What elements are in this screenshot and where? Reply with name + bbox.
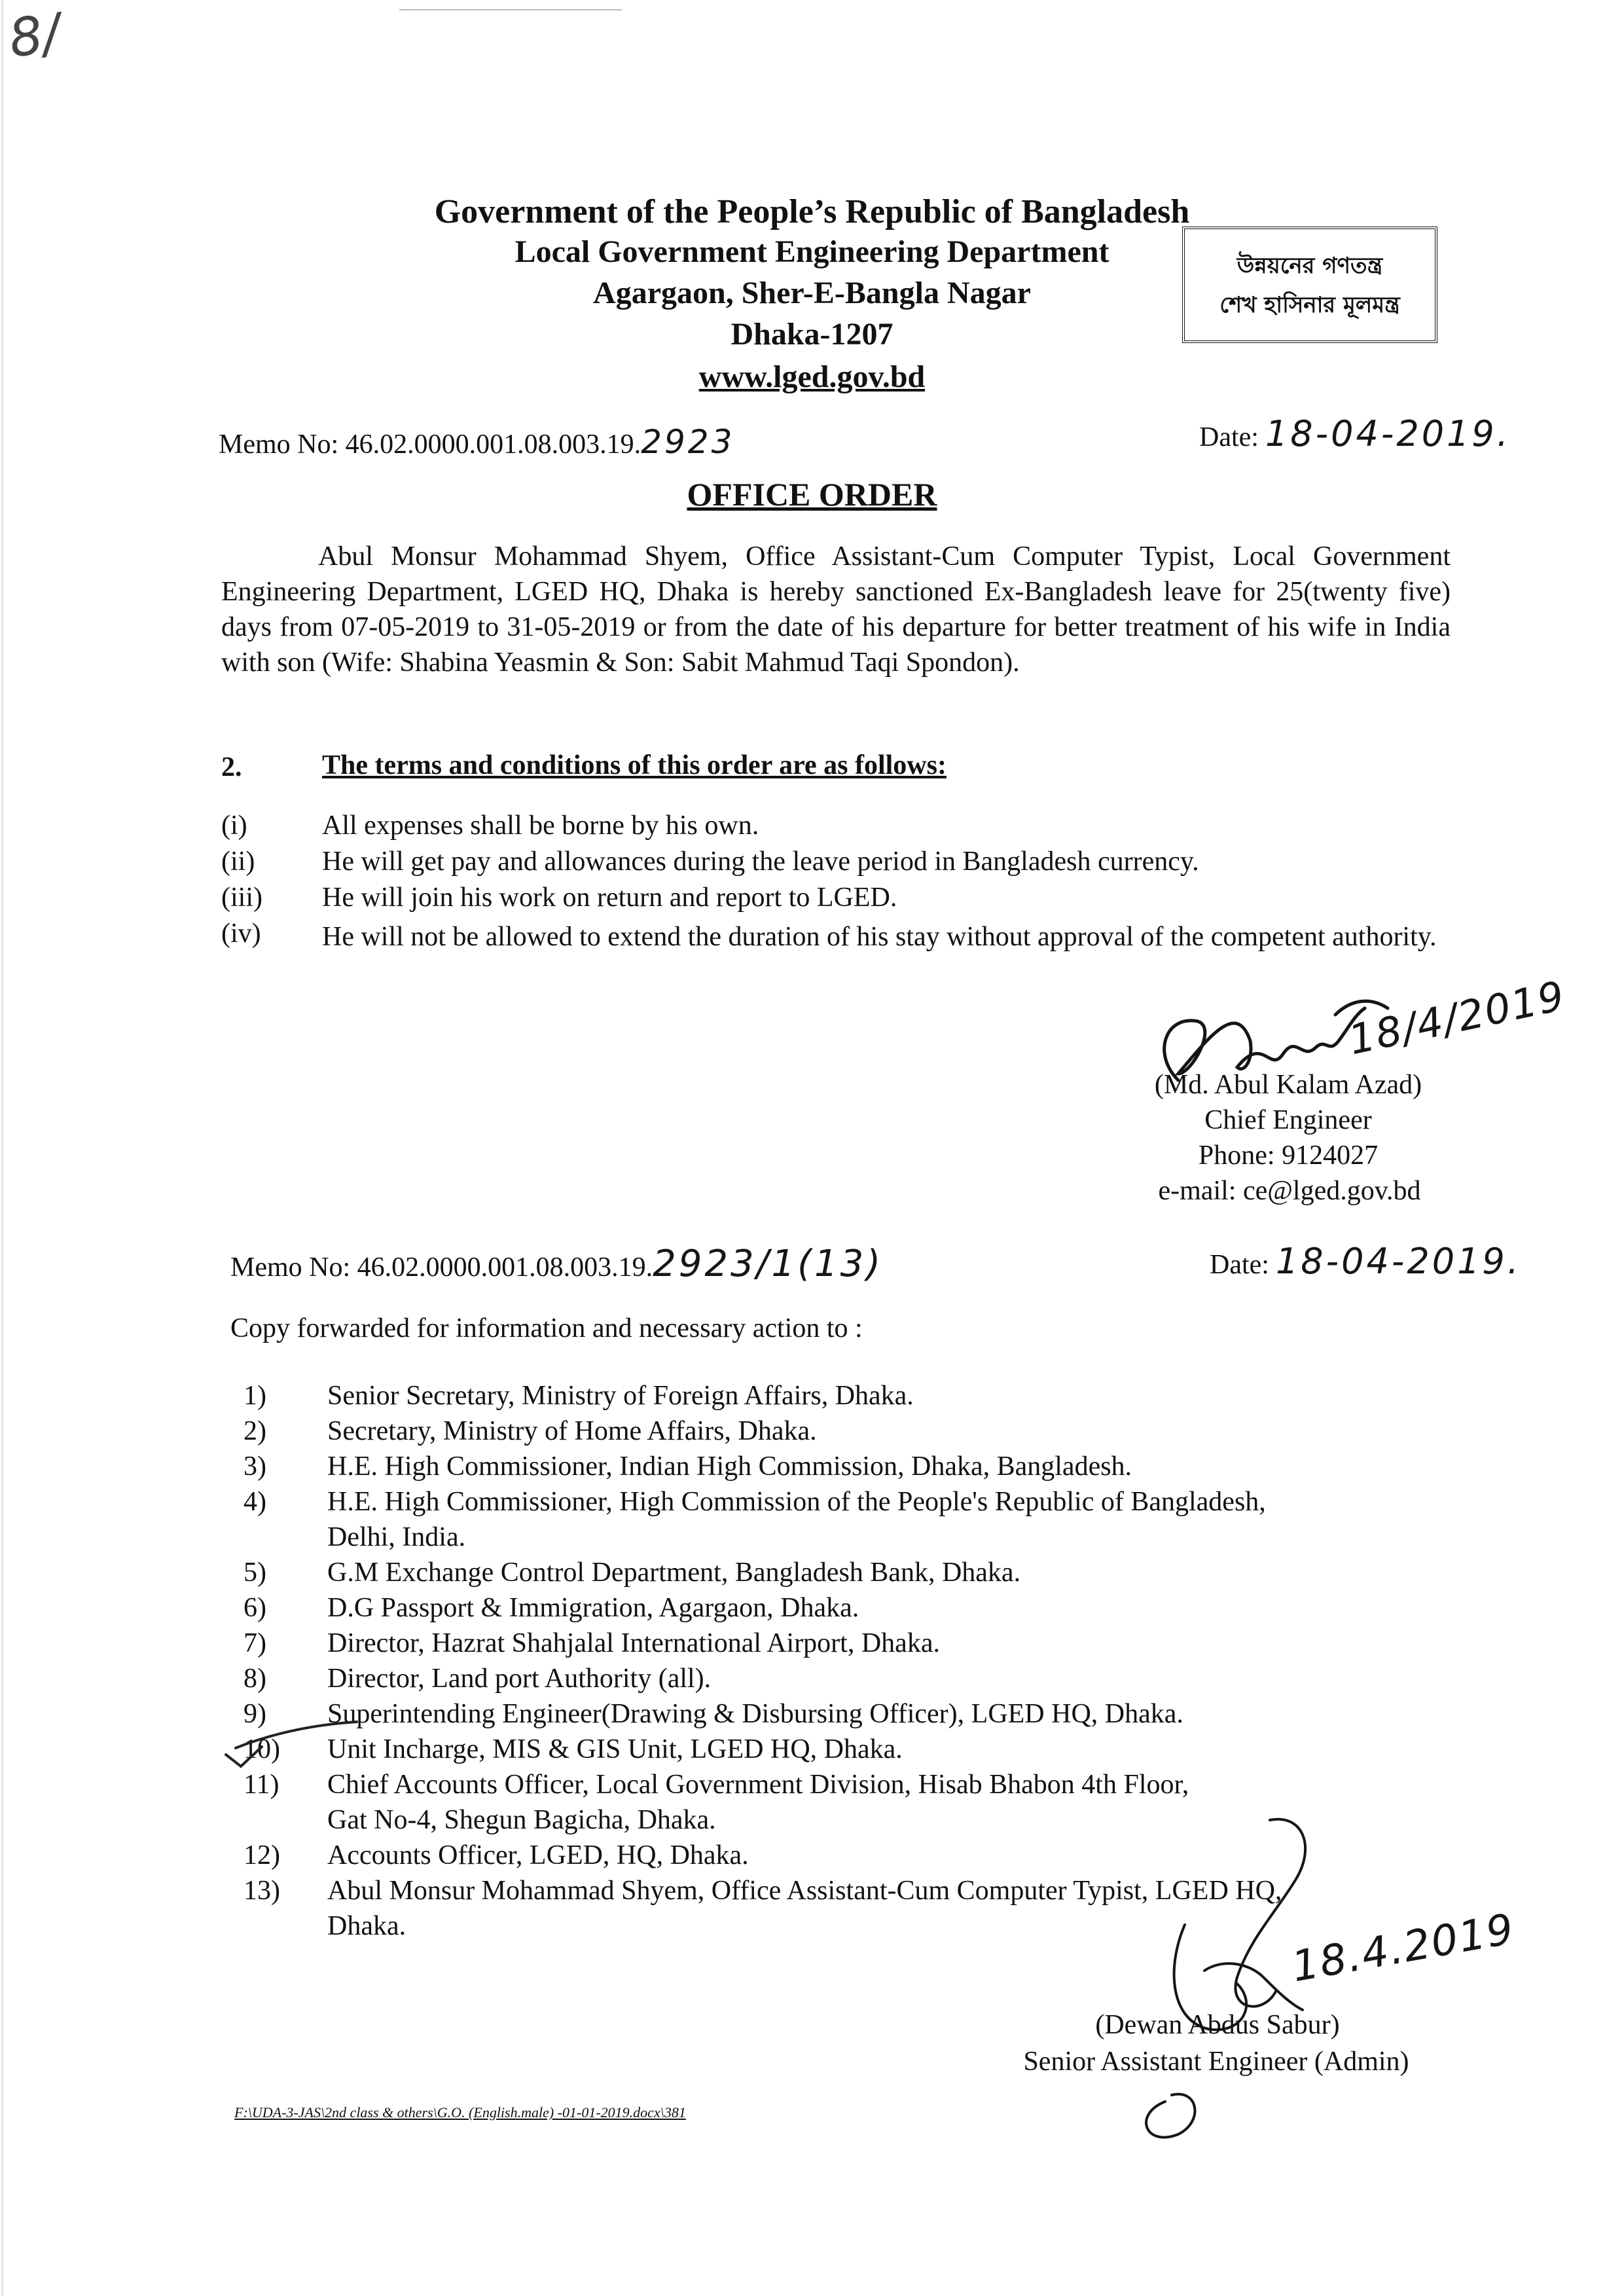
recipient-text: G.M Exchange Control Department, Bangladesh Bank, Dhaka. — [327, 1558, 1021, 1588]
recipient-text: H.E. High Commissioner, Indian High Commission, Dhaka, Bangladesh. — [327, 1451, 1132, 1482]
memo-1-number: 2923 — [641, 423, 735, 461]
recipient-text: Director, Land port Authority (all). — [327, 1664, 712, 1694]
recipient-text-cont: Delhi, India. — [327, 1522, 466, 1552]
header-department: Local Government Engineering Department — [514, 234, 1110, 269]
memo-1 — [219, 424, 734, 462]
checkmark-icon — [216, 1696, 386, 1774]
recipient-number: 12) — [244, 1840, 280, 1870]
recipient-text-cont: Gat No-4, Shegun Bagicha, Dhaka. — [327, 1805, 716, 1835]
recipient-number: 13) — [244, 1876, 280, 1906]
signature-2-date: 18.4.2019 — [1288, 1904, 1519, 1992]
memo-1-date-label: Date: — [1199, 422, 1259, 452]
memo-2-prefix: Memo No: 46.02.0000.001.08.003.19. — [230, 1252, 653, 1283]
term-number: (iv) — [221, 919, 261, 949]
term-text: He will join his work on return and report to LGED. — [322, 883, 897, 913]
recipient-text: Superintending Engineer(Drawing & Disbursing Officer), LGED HQ, Dhaka. — [327, 1699, 1183, 1729]
terms-number: 2. — [221, 752, 242, 782]
recipient-number: 2) — [244, 1416, 266, 1446]
term-text: He will not be allowed to extend the duration of his stay without approval of the competent authority. — [322, 922, 1437, 952]
recipient-text: Director, Hazrat Shahjalal International Airport, Dhaka. — [327, 1628, 940, 1658]
term-number: (ii) — [221, 847, 255, 877]
slogan-line-2: শেখ হাসিনার মূলমন্ত্র — [1219, 292, 1400, 318]
recipient-text: Accounts Officer, LGED, HQ, Dhaka. — [327, 1840, 749, 1870]
memo-2-date-label: Date: — [1210, 1250, 1269, 1280]
recipient-number: 6) — [244, 1593, 266, 1623]
signature-1-date: 18/4/2019 — [1344, 971, 1570, 1065]
memo-2-date-value: 18-04-2019. — [1275, 1241, 1521, 1282]
term-text: All expenses shall be borne by his own. — [322, 811, 759, 841]
recipient-number: 8) — [244, 1664, 266, 1694]
signatory-1-email: e-mail: ce@lged.gov.bd — [1158, 1176, 1421, 1206]
term-number: (i) — [221, 811, 247, 841]
header-city: Dhaka-1207 — [731, 317, 893, 352]
signatory-1-designation: Chief Engineer — [1204, 1105, 1372, 1135]
scan-top-rule — [399, 9, 622, 10]
slogan-line-1: উন্নয়নের গণতন্ত্র — [1236, 253, 1383, 279]
recipient-text: D.G Passport & Immigration, Agargaon, Dhaka. — [327, 1593, 859, 1623]
signatory-2-name: (Dewan Abdus Sabur) — [1095, 2010, 1340, 2040]
slogan-box — [1182, 227, 1437, 343]
recipient-number: 3) — [244, 1451, 266, 1482]
memo-2-date — [1210, 1241, 1521, 1283]
header-address: Agargaon, Sher-E-Bangla Nagar — [593, 276, 1031, 310]
recipient-number: 9) — [244, 1699, 266, 1729]
copy-forwarded-intro: Copy forwarded for information and necessary action to : — [230, 1313, 863, 1343]
recipient-number: 7) — [244, 1628, 266, 1658]
memo-1-prefix: Memo No: 46.02.0000.001.08.003.19. — [219, 429, 641, 460]
header-website: www.lged.gov.bd — [698, 359, 926, 394]
memo-1-date-value: 18-04-2019. — [1265, 413, 1511, 454]
file-path-footer: F:\UDA-3-JAS\2nd class & others\G.O. (English.male) -01-01-2019.docx\381 — [234, 2104, 686, 2121]
recipient-text: Secretary, Ministry of Home Affairs, Dhaka. — [327, 1416, 817, 1446]
signatory-2-designation: Senior Assistant Engineer (Admin) — [1023, 2047, 1409, 2077]
memo-2-number: 2923/1(13) — [653, 1243, 884, 1285]
recipient-number: 11) — [244, 1770, 280, 1800]
term-number: (iii) — [221, 883, 262, 913]
recipient-text: H.E. High Commissioner, High Commission of the People's Republic of Bangladesh, — [327, 1487, 1266, 1517]
recipient-text: Unit Incharge, MIS & GIS Unit, LGED HQ, Dhaka. — [327, 1734, 903, 1764]
header-government: Government of the People’s Republic of Bangladesh — [434, 193, 1190, 230]
signatory-1-phone: Phone: 9124027 — [1198, 1140, 1379, 1171]
terms-heading: The terms and conditions of this order are as follows: — [322, 750, 947, 780]
recipient-number: 10) — [244, 1734, 280, 1764]
memo-2 — [230, 1243, 884, 1285]
recipient-number: 4) — [244, 1487, 266, 1517]
recipient-text-cont: Dhaka. — [327, 1911, 406, 1941]
memo-1-date — [1199, 413, 1511, 455]
office-order-title: OFFICE ORDER — [687, 476, 937, 513]
recipient-number: 5) — [244, 1558, 266, 1588]
recipient-number: 1) — [244, 1381, 266, 1411]
recipient-text: Senior Secretary, Ministry of Foreign Affairs, Dhaka. — [327, 1381, 914, 1411]
recipient-text: Chief Accounts Officer, Local Government Division, Hisab Bhabon 4th Floor, — [327, 1770, 1189, 1800]
signatory-1-name: (Md. Abul Kalam Azad) — [1154, 1070, 1422, 1100]
body-paragraph: Abul Monsur Mohammad Shyem, Office Assistant-Cum Computer Typist, Local Government Engineering Department, LGED HQ, Dhaka is hereby sanctioned Ex-Bangladesh leave for 25(twenty five) days from 07-05-2019 to 31-05-2019 or from the date of his departure for better treatment of his wife in India with son (Wife: Shabina Yeasmin & Son: Sabit Mahmud Taqi Spondon). — [221, 541, 1451, 678]
recipient-text: Abul Monsur Mohammad Shyem, Office Assistant-Cum Computer Typist, LGED HQ, — [327, 1876, 1282, 1906]
term-text: He will get pay and allowances during the leave period in Bangladesh currency. — [322, 847, 1199, 877]
page-mark: 8/ — [5, 2, 64, 69]
